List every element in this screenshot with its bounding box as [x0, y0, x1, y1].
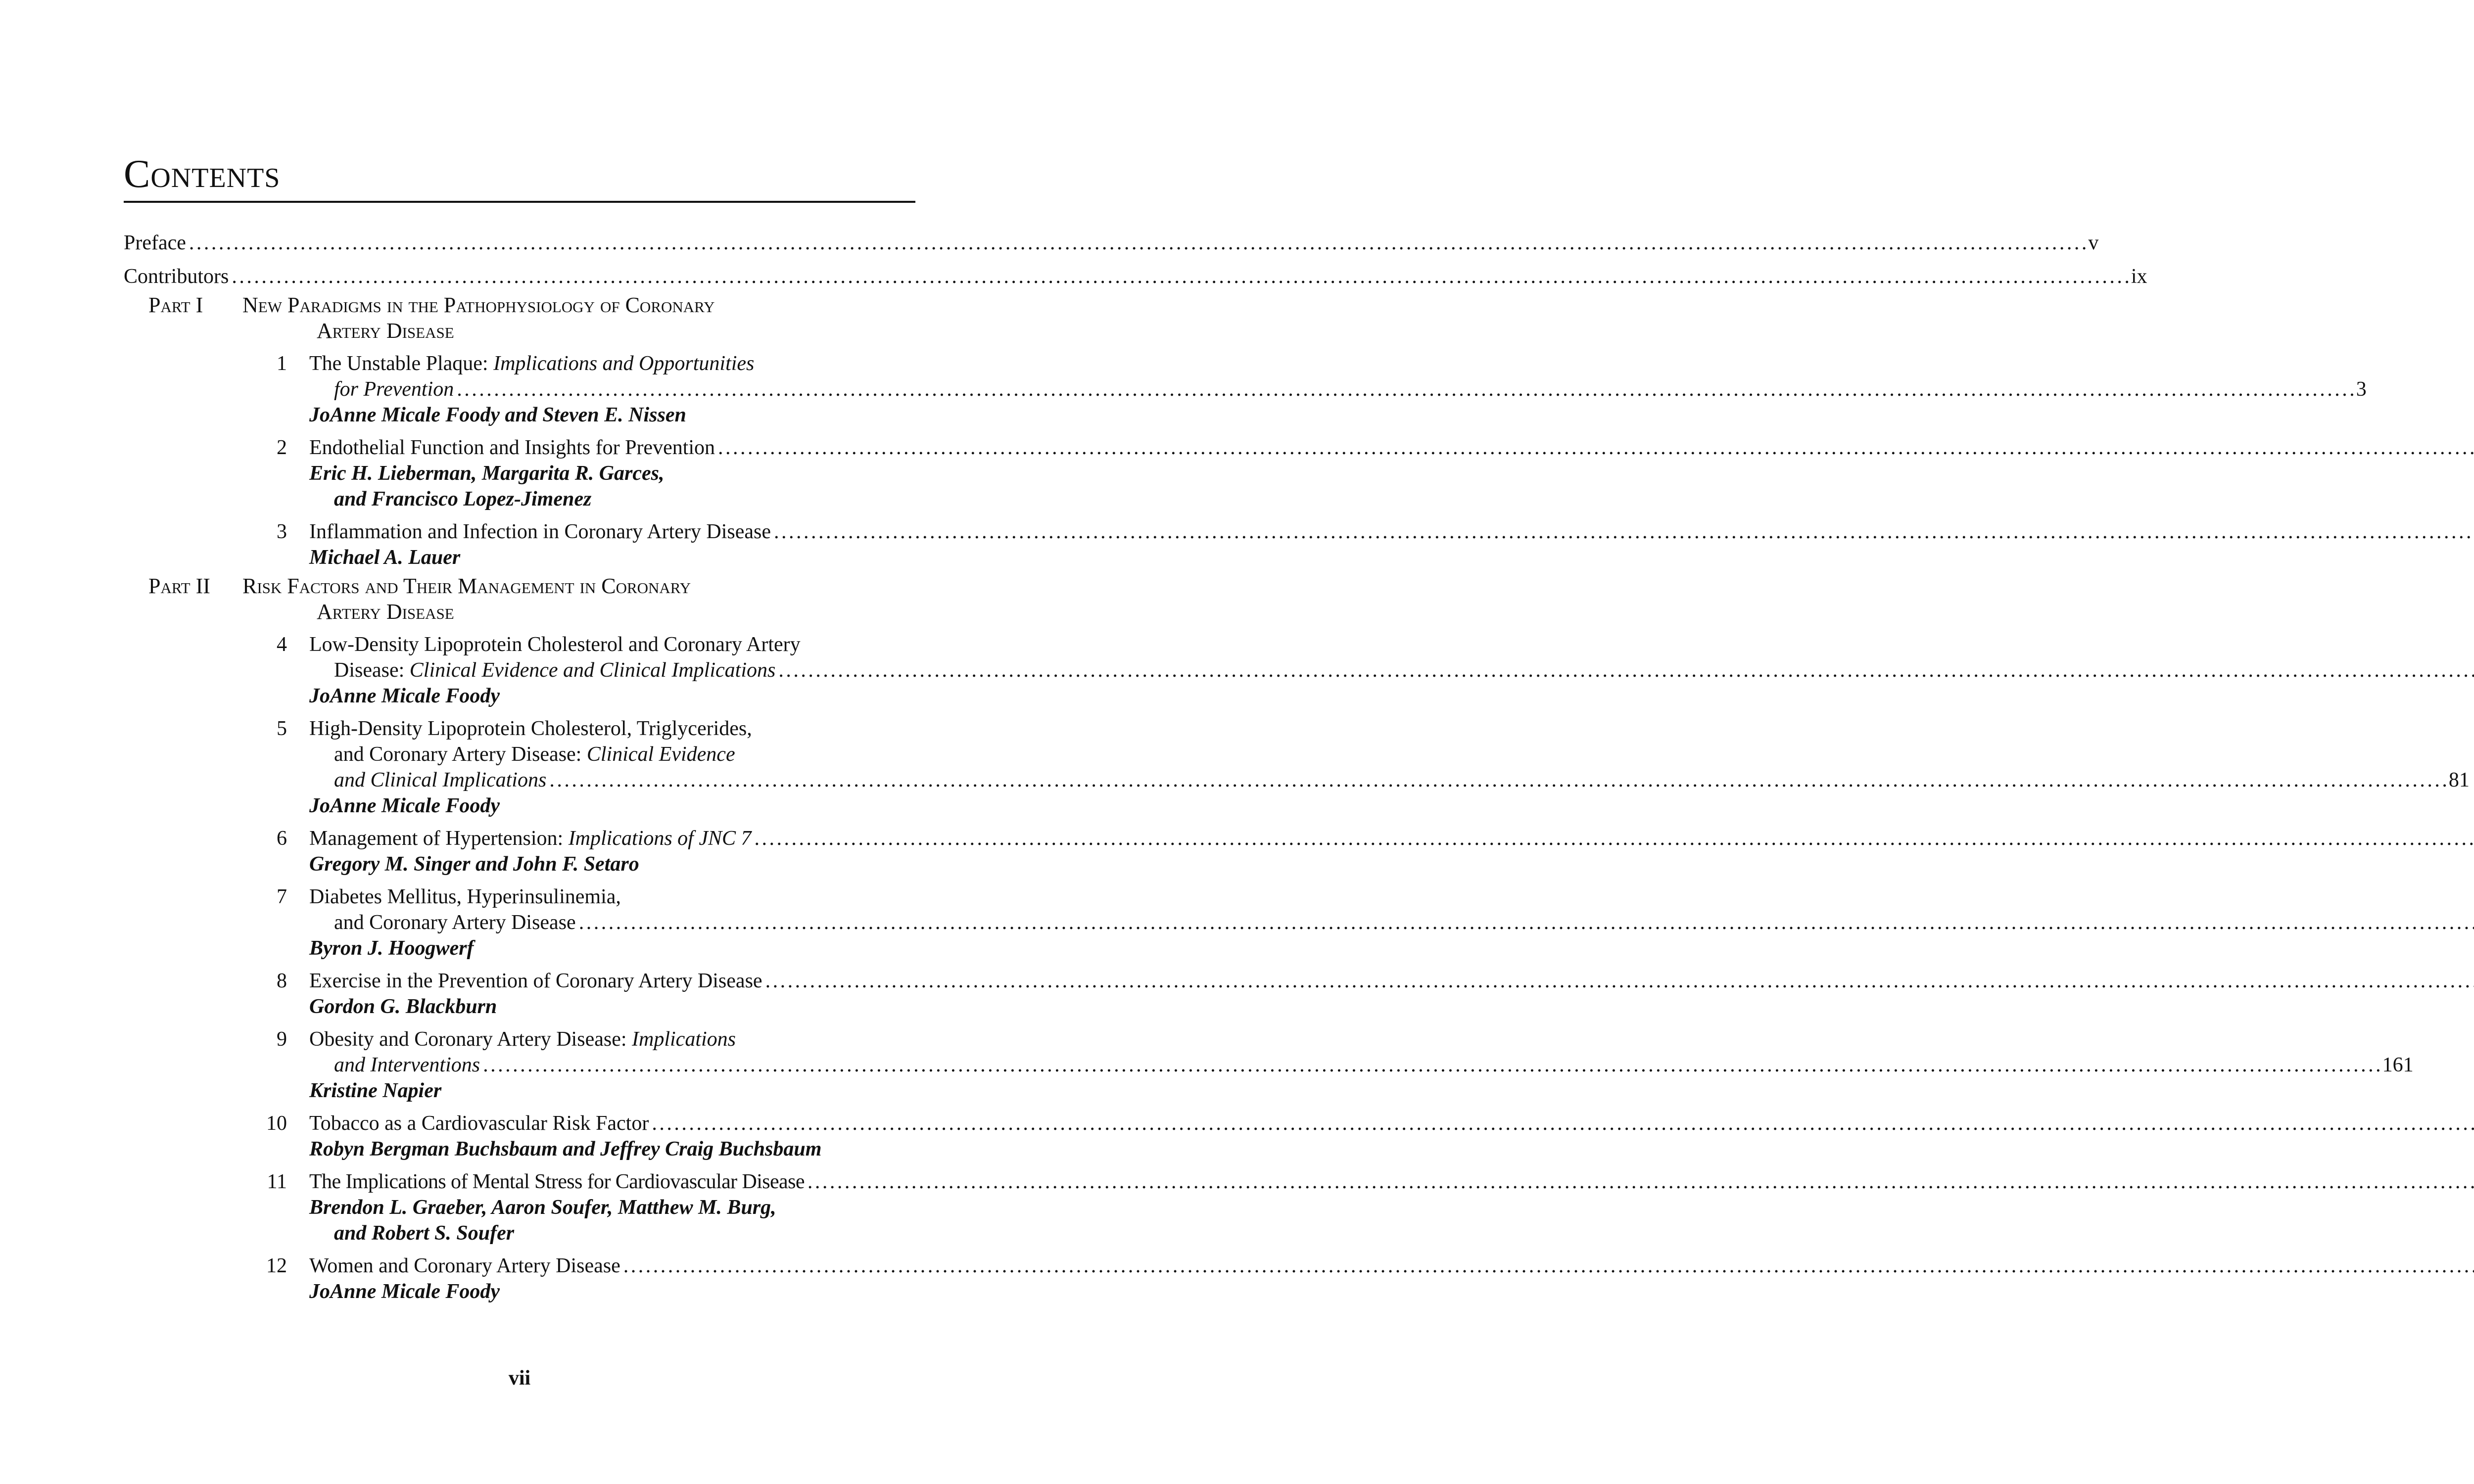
chapter-authors: Michael A. Lauer: [309, 546, 461, 569]
chapter-number: 4: [277, 633, 287, 656]
chapter-title-line: and Clinical Implications . . . 81: [309, 767, 2470, 793]
toc-chapter[interactable]: [124, 1169, 915, 1246]
chapter-title-line: Inflammation and Infection in Coronary Artery Disease . . .: [309, 519, 2474, 545]
toc-chapter[interactable]: [124, 1111, 915, 1162]
toc-chapter[interactable]: [124, 632, 915, 709]
chapter-authors: JoAnne Micale Foody and Steven E. Nissen: [309, 404, 686, 426]
chapter-title-line: for Prevention . . . 3: [309, 376, 2367, 402]
chapter-number: 2: [277, 436, 287, 459]
part-title-line: Artery Disease: [317, 600, 454, 624]
part-title: [242, 292, 715, 344]
chapter-number: 10: [266, 1112, 287, 1135]
chapter-authors: JoAnne Micale Foody: [309, 1280, 500, 1303]
chapter-title-line: Exercise in the Prevention of Coronary Artery Disease . . .: [309, 968, 2474, 994]
chapter-title-line: Obesity and Coronary Artery Disease: Implications: [309, 1028, 736, 1051]
dot-leader: [623, 1253, 2474, 1279]
chapter-title-line: and Coronary Artery Disease . . .: [309, 910, 2474, 935]
toc-chapter[interactable]: [124, 1026, 2414, 1104]
part-title-line: New Paradigms in the Pathophysiology of Coronary: [242, 293, 715, 317]
toc-entry-contributors[interactable]: [124, 264, 2147, 289]
dot-leader: [778, 657, 2474, 683]
chapter-page: 3: [2356, 378, 2367, 401]
chapter-authors: and Francisco Lopez-Jimenez: [334, 488, 592, 510]
chapter-title-line: Endothelial Function and Insights for Prevention . . .: [309, 435, 2474, 461]
chapter-authors: JoAnne Micale Foody: [309, 685, 500, 707]
chapter-title-line: Women and Coronary Artery Disease . . .: [309, 1253, 2474, 1279]
chapter-number: 12: [266, 1254, 287, 1277]
chapter-number: 7: [277, 885, 287, 908]
part-label: Part II: [148, 574, 210, 598]
toc-chapter[interactable]: [124, 519, 915, 570]
toc-chapter[interactable]: [124, 1253, 915, 1304]
toc-chapter[interactable]: [124, 968, 915, 1020]
dot-leader: [549, 767, 2446, 793]
page-number: vii: [508, 1367, 531, 1390]
chapter-number: 9: [277, 1028, 287, 1051]
chapter-page: 161: [2382, 1054, 2414, 1076]
chapter-page: 81: [2448, 769, 2470, 791]
part-heading: [124, 292, 915, 344]
part-title-line: Risk Factors and Their Management in Coronary: [242, 574, 691, 598]
dot-leader: [232, 264, 2128, 289]
chapter-authors: JoAnne Micale Foody: [309, 794, 500, 817]
dot-leader: [579, 910, 2474, 935]
chapter-authors: Robyn Bergman Buchsbaum and Jeffrey Craig Buchsbaum: [309, 1138, 822, 1160]
chapter-authors: Kristine Napier: [309, 1079, 442, 1102]
toc-chapter[interactable]: [124, 826, 915, 877]
dot-leader: [483, 1052, 2379, 1078]
dot-leader: [189, 230, 2086, 256]
chapter-title-line: Disease: Clinical Evidence and Clinical Implications . . .: [309, 657, 2474, 683]
chapter-number: 8: [277, 970, 287, 992]
chapter-authors: Eric H. Lieberman, Margarita R. Garces,: [309, 462, 665, 485]
chapter-number: 6: [277, 827, 287, 850]
chapter-title-line: High-Density Lipoprotein Cholesterol, Triglycerides,: [309, 717, 752, 740]
title-rule: [124, 201, 915, 203]
toc-chapter[interactable]: [124, 884, 915, 961]
chapter-number: 1: [277, 352, 287, 375]
chapter-title-line: The Implications of Mental Stress for Cardiovascular Disease . . .: [309, 1169, 2474, 1195]
dot-leader: [652, 1111, 2474, 1136]
chapter-authors: Brendon L. Graeber, Aaron Soufer, Matthew M. Burg,: [309, 1196, 776, 1219]
entry-page: ix: [2131, 265, 2147, 288]
dot-leader: [457, 376, 2353, 402]
part-label: Part I: [148, 293, 203, 317]
table-of-contents: [124, 230, 2470, 1304]
chapter-authors: Gordon G. Blackburn: [309, 995, 497, 1018]
toc-chapter[interactable]: [124, 351, 2367, 428]
dot-leader: [765, 968, 2474, 994]
dot-leader: [718, 435, 2474, 461]
chapter-title-line: and Interventions . . . 161: [309, 1052, 2414, 1078]
entry-page: v: [2088, 232, 2099, 254]
entry-label: Contributors: [124, 265, 229, 288]
chapter-number: 3: [277, 520, 287, 543]
dot-leader: [755, 826, 2474, 851]
dot-leader: [808, 1169, 2474, 1195]
chapter-title-line: Tobacco as a Cardiovascular Risk Factor . . .: [309, 1111, 2474, 1136]
part-title-line: Artery Disease: [317, 319, 454, 343]
dot-leader: [774, 519, 2474, 545]
toc-chapter[interactable]: [124, 716, 2470, 819]
toc-chapter[interactable]: [124, 435, 915, 512]
part-title: [242, 573, 691, 625]
toc-entry-preface[interactable]: [124, 230, 2099, 256]
chapter-title-line: Diabetes Mellitus, Hyperinsulinemia,: [309, 885, 621, 908]
chapter-title-line: Management of Hypertension: Implications of JNC 7 . . .: [309, 826, 2474, 851]
chapter-number: 11: [267, 1170, 287, 1193]
chapter-title-line: Low-Density Lipoprotein Cholesterol and Coronary Artery: [309, 633, 801, 656]
chapter-title-line: and Coronary Artery Disease: Clinical Evidence: [334, 743, 735, 766]
chapter-number: 5: [277, 717, 287, 740]
part-heading: [124, 573, 915, 625]
chapter-authors: Byron J. Hoogwerf: [309, 937, 474, 960]
entry-label: Preface: [124, 232, 186, 254]
chapter-authors: and Robert S. Soufer: [334, 1222, 515, 1245]
page-title: Contents: [124, 152, 281, 196]
chapter-authors: Gregory M. Singer and John F. Setaro: [309, 853, 639, 876]
chapter-title-line: The Unstable Plaque: Implications and Opportunities: [309, 352, 755, 375]
